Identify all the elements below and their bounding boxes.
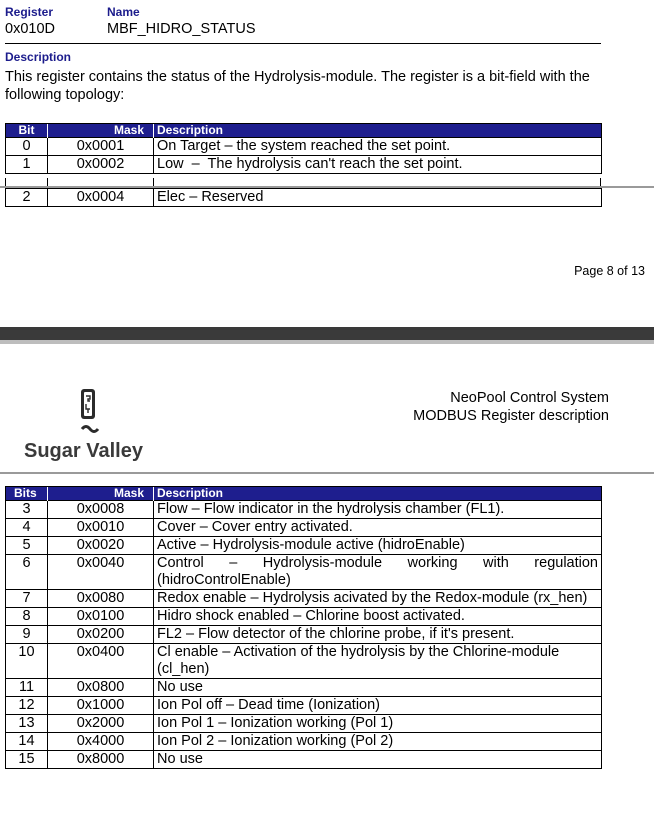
- bit-table-1-continued: [5, 188, 602, 207]
- bit-table-1: [5, 123, 602, 174]
- table-row: [6, 733, 602, 751]
- page-break-band: [0, 327, 654, 340]
- bit-cell: 10: [6, 644, 48, 679]
- table-row: [6, 697, 602, 715]
- description-cell: Ion Pol off – Dead time (Ionization): [154, 697, 602, 715]
- system-name: NeoPool Control System: [450, 390, 609, 406]
- column-header-description: Description: [154, 124, 602, 138]
- table-row: [6, 537, 602, 555]
- description-cell: No use: [154, 751, 602, 769]
- register-name: MBF_HIDRO_STATUS: [107, 21, 256, 37]
- description-cell: No use: [154, 679, 602, 697]
- table-row: [6, 138, 602, 156]
- description-cell: Active – Hydrolysis-module active (hidroEnable): [154, 537, 602, 555]
- description-cell: Control – Hydrolysis-module working with regulation (hidroControlEnable): [154, 555, 602, 590]
- register-address: 0x010D: [5, 21, 55, 37]
- page-number: Page 8 of 13: [574, 264, 645, 278]
- register-label: Register: [5, 5, 54, 19]
- bit-cell: 14: [6, 733, 48, 751]
- table-row: [6, 715, 602, 733]
- mask-cell: 0x0400: [48, 644, 154, 679]
- mask-cell: 0x0020: [48, 537, 154, 555]
- description-cell: Hidro shock enabled – Chlorine boost activated.: [154, 608, 602, 626]
- mask-cell: 0x1000: [48, 697, 154, 715]
- bit-cell: 7: [6, 590, 48, 608]
- bit-cell: 13: [6, 715, 48, 733]
- bit-table-2: [5, 486, 602, 769]
- table-header-row: [6, 124, 602, 138]
- bit-cell: 2: [6, 189, 48, 207]
- bit-cell: 12: [6, 697, 48, 715]
- sugar-valley-logo-icon: [78, 388, 100, 439]
- mask-cell: 0x0002: [48, 156, 154, 174]
- column-header-description: Description: [154, 487, 602, 501]
- table-row: [6, 644, 602, 679]
- mask-cell: 0x2000: [48, 715, 154, 733]
- mask-cell: 0x0080: [48, 590, 154, 608]
- mask-cell: 0x0200: [48, 626, 154, 644]
- description-cell: Cl enable – Activation of the hydrolysis by the Chlorine-module (cl_hen): [154, 644, 602, 679]
- table-row: [6, 751, 602, 769]
- bit-cell: 5: [6, 537, 48, 555]
- header-rule: [0, 472, 654, 474]
- table-row: [6, 555, 602, 590]
- mask-cell: 0x0008: [48, 501, 154, 519]
- table-row: [6, 501, 602, 519]
- mask-cell: 0x0001: [48, 138, 154, 156]
- column-header-mask: Mask: [48, 487, 154, 501]
- column-header-mask: Mask: [48, 124, 154, 138]
- bit-cell: 1: [6, 156, 48, 174]
- description-cell: Ion Pol 2 – Ionization working (Pol 2): [154, 733, 602, 751]
- description-cell: Redox enable – Hydrolysis acivated by the Redox-module (rx_hen): [154, 590, 602, 608]
- description-cell: Low – The hydrolysis can't reach the set point.: [154, 156, 602, 174]
- mask-cell: 0x0010: [48, 519, 154, 537]
- description-cell: On Target – the system reached the set point.: [154, 138, 602, 156]
- mask-cell: 0x0800: [48, 679, 154, 697]
- bit-cell: 15: [6, 751, 48, 769]
- bit-cell: 6: [6, 555, 48, 590]
- mask-cell: 0x4000: [48, 733, 154, 751]
- document-title: MODBUS Register description: [413, 408, 609, 424]
- column-header-bit: Bit: [6, 124, 48, 138]
- bit-cell: 8: [6, 608, 48, 626]
- table-row: [6, 590, 602, 608]
- description-cell: FL2 – Flow detector of the chlorine probe, if it's present.: [154, 626, 602, 644]
- register-description: This register contains the status of the Hydrolysis-module. The register is a bit-field with the following topology:: [5, 69, 590, 103]
- mask-cell: 0x0100: [48, 608, 154, 626]
- description-label: Description: [5, 50, 72, 64]
- description-cell: Flow – Flow indicator in the hydrolysis chamber (FL1).: [154, 501, 602, 519]
- table-split-gap: [5, 178, 601, 186]
- page-break-shadow: [0, 340, 654, 344]
- mask-cell: 0x8000: [48, 751, 154, 769]
- bit-cell: 4: [6, 519, 48, 537]
- bit-cell: 11: [6, 679, 48, 697]
- bit-cell: 3: [6, 501, 48, 519]
- column-header-bits: Bits: [6, 487, 48, 501]
- table-row: [6, 519, 602, 537]
- description-cell: Cover – Cover entry activated.: [154, 519, 602, 537]
- description-cell: Ion Pol 1 – Ionization working (Pol 1): [154, 715, 602, 733]
- description-cell: Elec – Reserved: [154, 189, 602, 207]
- divider: [5, 43, 601, 44]
- table-row: [6, 679, 602, 697]
- table-header-row: [6, 487, 602, 501]
- bit-cell: 9: [6, 626, 48, 644]
- table-row: [6, 189, 602, 207]
- name-label: Name: [107, 5, 140, 19]
- mask-cell: 0x0004: [48, 189, 154, 207]
- mask-cell: 0x0040: [48, 555, 154, 590]
- table-row: [6, 626, 602, 644]
- company-logo-text: Sugar Valley: [24, 440, 143, 462]
- table-row: [6, 156, 602, 174]
- table-row: [6, 608, 602, 626]
- bit-cell: 0: [6, 138, 48, 156]
